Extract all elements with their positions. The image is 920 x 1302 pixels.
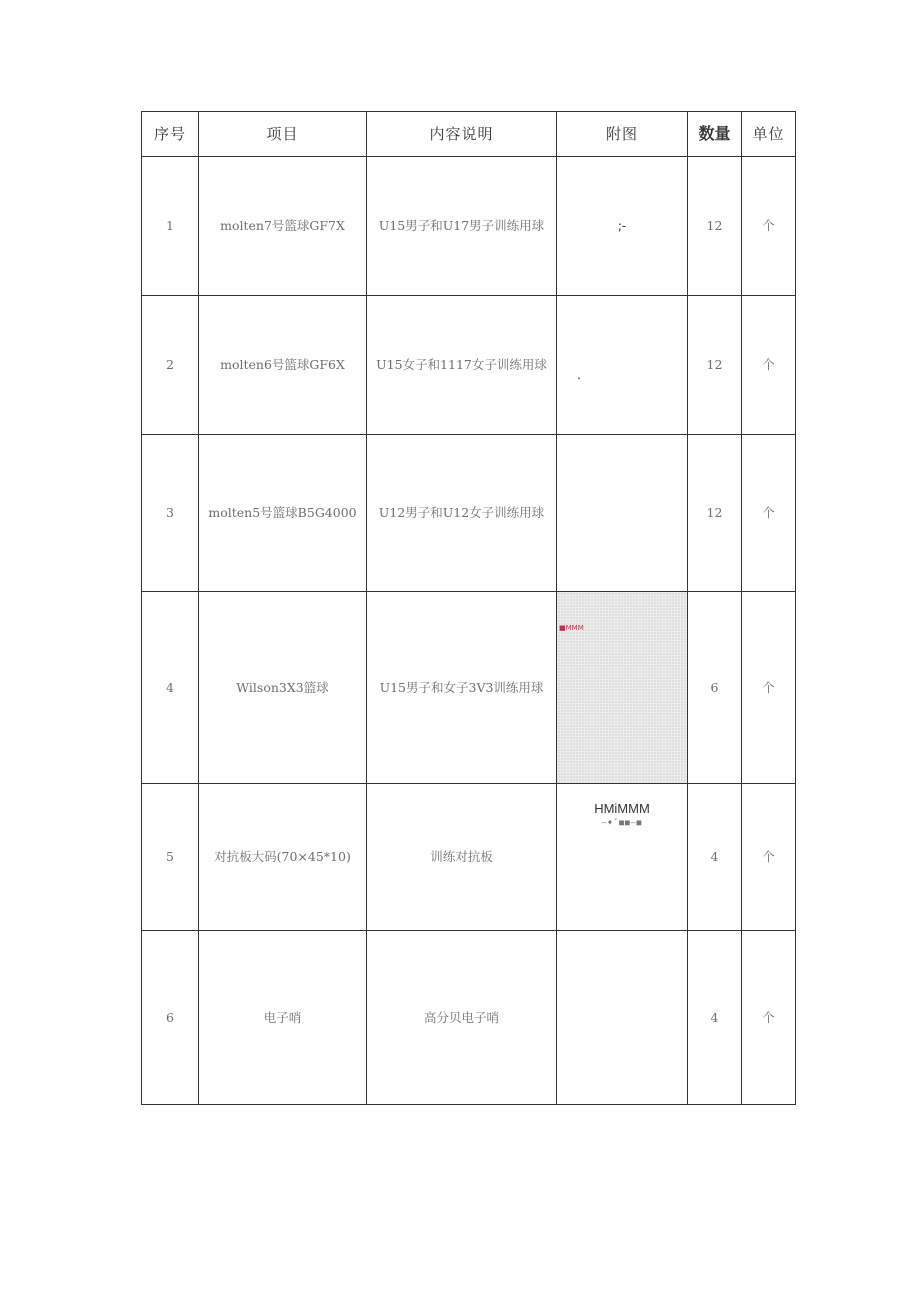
table-row: [142, 931, 796, 1105]
table-header-row: [142, 112, 796, 157]
header-unit: 单位: [742, 112, 796, 157]
cell-desc: 训练对抗板: [367, 784, 557, 931]
cell-unit: 个: [742, 296, 796, 435]
cell-desc: U15女子和1117女子训练用球: [367, 296, 557, 435]
cell-qty: 12: [688, 157, 742, 296]
header-seq: 序号: [142, 112, 199, 157]
cell-qty: 4: [688, 784, 742, 931]
header-desc: 内容说明: [367, 112, 557, 157]
cell-item: molten7号篮球GF7X: [199, 157, 367, 296]
figure-image-caption: —♦ˇ■■—■: [601, 818, 643, 827]
cell-desc: U15男子和女子3V3训练用球: [367, 592, 557, 784]
cell-item: 电子哨: [199, 931, 367, 1105]
cell-figure: [557, 931, 688, 1105]
cell-seq: 5: [142, 784, 199, 931]
cell-item: Wilson3X3篮球: [199, 592, 367, 784]
cell-seq: 2: [142, 296, 199, 435]
cell-desc: 高分贝电子哨: [367, 931, 557, 1105]
cell-unit: 个: [742, 157, 796, 296]
cell-seq: 6: [142, 931, 199, 1105]
cell-item: molten5号篮球B5G4000: [199, 435, 367, 592]
cell-seq: 3: [142, 435, 199, 592]
cell-qty: 4: [688, 931, 742, 1105]
table-row: [142, 296, 796, 435]
table-row: [142, 157, 796, 296]
figure-image: HMiMMM: [594, 801, 650, 816]
table-row: [142, 784, 796, 931]
figure-image: .: [577, 368, 581, 382]
cell-desc: U15男子和U17男子训练用球: [367, 157, 557, 296]
cell-item: 对抗板大码(70×45*10): [199, 784, 367, 931]
cell-figure: [557, 157, 688, 296]
cell-qty: 12: [688, 435, 742, 592]
cell-figure: [557, 296, 688, 435]
cell-qty: 12: [688, 296, 742, 435]
cell-unit: 个: [742, 435, 796, 592]
figure-image: ;-: [617, 219, 627, 233]
header-figure: 附图: [557, 112, 688, 157]
table-row: [142, 435, 796, 592]
cell-figure: [557, 435, 688, 592]
cell-unit: 个: [742, 931, 796, 1105]
cell-item: molten6号篮球GF6X: [199, 296, 367, 435]
figure-image: ■MMM: [559, 624, 584, 632]
cell-seq: 1: [142, 157, 199, 296]
cell-figure: [557, 592, 688, 784]
header-item: 项目: [199, 112, 367, 157]
cell-figure: [557, 784, 688, 931]
cell-seq: 4: [142, 592, 199, 784]
header-qty: 数量: [688, 112, 742, 157]
table-row: [142, 592, 796, 784]
cell-desc: U12男子和U12女子训练用球: [367, 435, 557, 592]
cell-unit: 个: [742, 592, 796, 784]
cell-qty: 6: [688, 592, 742, 784]
equipment-table: [141, 111, 796, 1105]
cell-unit: 个: [742, 784, 796, 931]
